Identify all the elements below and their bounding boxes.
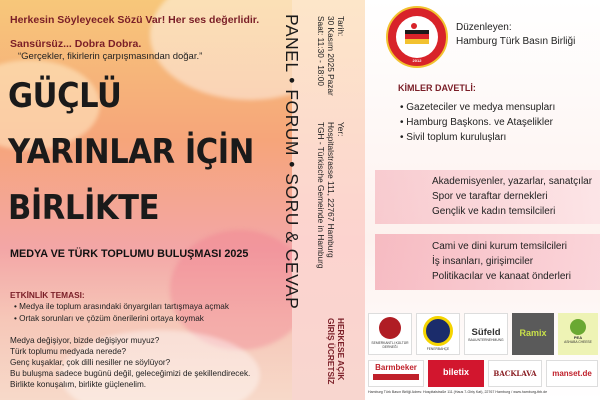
band1-item: Akademisyenler, yazarlar, sanatçılar bbox=[432, 176, 593, 187]
sponsor-logo: BACKLAVA bbox=[488, 360, 542, 387]
sponsor-logo: biletix bbox=[428, 360, 484, 387]
title-line-2: YARINLAR İÇİN bbox=[8, 132, 254, 172]
invited-heading: KİMLER DAVETLİ: bbox=[398, 83, 476, 93]
event-subtitle: MEDYA VE TÜRK TOPLUMU BULUŞMASI 2025 bbox=[10, 248, 249, 260]
header-quote: “Gerçekler, fikirlerin çarpışmasından doğar.” bbox=[18, 51, 203, 62]
band2-item: Politikacılar ve kanaat önderleri bbox=[432, 271, 571, 282]
sponsor-crest-icon bbox=[423, 316, 453, 346]
invited-item: • Sivil toplum kuruluşları bbox=[400, 132, 507, 143]
date-label: Tarih: bbox=[336, 16, 346, 37]
logo-year: 2012 bbox=[412, 58, 422, 63]
question-line: Medya değişiyor, bizde değişiyor muyuz? bbox=[10, 336, 160, 345]
band1-item: Spor ve taraftar dernekleri bbox=[432, 191, 548, 202]
question-line: Türk toplumu medyada nerede? bbox=[10, 347, 127, 356]
format-banner: PANEL • FORUM • SORU & CEVAP bbox=[282, 14, 302, 310]
entry-free: GİRİŞ ÜCRETSİZ bbox=[326, 318, 336, 385]
theme-bullet: • Ortak sorunları ve çözüm önerilerini ortaya koymak bbox=[14, 314, 204, 323]
sponsor-emblem-icon bbox=[379, 317, 401, 339]
sponsor-logo: Süfeld BAUUNTERNEHMUNG bbox=[464, 313, 508, 355]
entry-open: HERKESE AÇIK bbox=[336, 318, 346, 381]
organizer-name: Hamburg Türk Basın Birliği bbox=[456, 36, 576, 47]
logo-ring-text: HAMBURG TÜRK BASIN BİRLİĞİ bbox=[389, 2, 445, 6]
date-value: 30 Kasım 2025 Pazar bbox=[326, 16, 336, 96]
time-value: Saat: 11:30 - 18:00 bbox=[316, 16, 326, 86]
place-label: Yer: bbox=[336, 122, 346, 137]
left-panel bbox=[0, 0, 292, 400]
sponsor-logo: Ramix bbox=[512, 313, 554, 355]
sponsor-leaf-icon bbox=[570, 319, 586, 335]
sponsor-logo: FENERBAHÇE bbox=[416, 313, 460, 355]
organizer-label: Düzenleyen: bbox=[456, 22, 512, 33]
header-motto: Sansürsüz... Dobra Dobra. bbox=[10, 38, 142, 50]
sponsor-logo: PEA ASHABA CHEESE bbox=[558, 313, 598, 355]
sponsor-logo: SEMERKANTLI KÜLTÜR DERNEĞİ bbox=[368, 313, 412, 355]
question-line: Genç kuşaklar, çok dilli nesiller ne söylüyor? bbox=[10, 358, 171, 367]
question-line: Birlikte konuşalım, birlikte güçlenelim. bbox=[10, 380, 147, 389]
invited-item: • Hamburg Başkons. ve Ataşelikler bbox=[400, 117, 554, 128]
invited-item: • Gazeteciler ve medya mensupları bbox=[400, 102, 556, 113]
footer-address: Hamburg Türk Basın Birliği Adres: Hospitalstraße 111 (Haus 7-Giriş Kat), 22767 Hamburg / www.hamburg-tbb.de bbox=[368, 390, 548, 394]
band2-item: Cami ve dini kurum temsilcileri bbox=[432, 241, 568, 252]
band2-item: İş insanları, girişimciler bbox=[432, 256, 534, 267]
theme-bullet: • Medya ile toplum arasındaki önyargıları tartışmaya açmak bbox=[14, 302, 229, 311]
sponsor-logo: manset.de bbox=[546, 360, 598, 387]
theme-heading: ETKİNLİK TEMASI: bbox=[10, 290, 85, 300]
sponsor-logo: Barmbeker bbox=[368, 360, 424, 387]
place-address: Hospitalstrasse 111, 22767 Hamburg bbox=[326, 122, 336, 258]
band1-item: Gençlik ve kadın temsilcileri bbox=[432, 206, 556, 217]
title-line-3: BİRLİKTE bbox=[8, 188, 160, 228]
title-line-1: GÜÇLÜ bbox=[8, 76, 122, 116]
header-slogan: Herkesin Söyleyecek Sözü Var! Her ses değerlidir. bbox=[10, 14, 260, 26]
place-venue: TGH - Türkische Gemeinde in Hamburg bbox=[316, 122, 326, 269]
question-line: Bu buluşma sadece bugünü değil, geleceğimizi de şekillendirecek. bbox=[10, 369, 251, 378]
